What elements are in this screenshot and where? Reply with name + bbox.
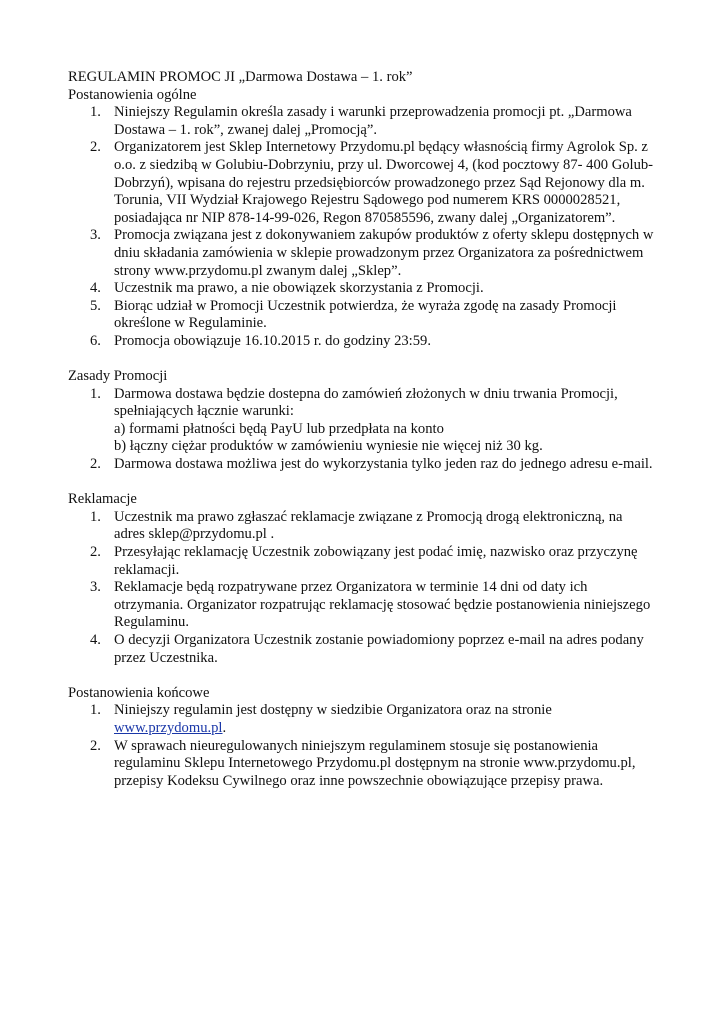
item-text: spełniających łącznie warunki:: [114, 403, 294, 420]
item-text: o.o. z siedzibą w Golubiu-Dobrzyniu, przy ul. Dworcowej 4, (kod pocztowy 87- 400 Golub-: [114, 156, 654, 173]
item-text: W sprawach nieuregulowanych niniejszym regulaminem stosuje się postanowienia: [114, 737, 599, 754]
item-text: dniu składania zamówienia w sklepie prowadzonym przez Organizatora za pośrednictwem: [114, 244, 644, 261]
list-item: [68, 632, 668, 667]
item-number: 1.: [90, 702, 101, 719]
list-final: [68, 702, 668, 790]
section-heading-rules: Zasady Promocji: [68, 368, 168, 385]
list-item: [68, 456, 668, 474]
list-item: [68, 702, 668, 737]
list-general: [68, 104, 668, 350]
section-heading-complaints: Reklamacje: [68, 491, 137, 508]
item-text: Darmowa dostawa będzie dostepna do zamówień złożonych w dniu trwania Promocji,: [114, 385, 618, 402]
item-text: Promocja obowiązuje 16.10.2015 r. do godziny 23:59.: [114, 332, 431, 349]
item-text: reklamacji.: [114, 561, 180, 578]
section-heading-final: Postanowienia końcowe: [68, 684, 210, 701]
item-text: Organizatorem jest Sklep Internetowy Przydomu.pl będący własnością firmy Agrolok Sp. z: [114, 139, 648, 156]
item-text: Regulaminu.: [114, 614, 189, 631]
item-text: a) formami płatności będą PayU lub przedpłata na konto: [114, 420, 444, 437]
item-text: przepisy Kodeksu Cywilnego oraz inne powszechnie obowiązujące przepisy prawa.: [114, 772, 604, 789]
item-text: Torunia, VII Wydział Krajowego Rejestru Sądowego pod numerem KRS 0000028521,: [114, 192, 621, 209]
item-text: Uczestnik ma prawo zgłaszać reklamacje związane z Promocją drogą elektroniczną, na: [114, 508, 623, 525]
list-item: [68, 544, 668, 579]
list-item: [68, 280, 668, 298]
item-text: Niniejszy regulamin jest dostępny w siedzibie Organizatora oraz na stronie: [114, 702, 552, 719]
item-number: 1.: [90, 385, 101, 402]
item-number: 1.: [90, 508, 101, 525]
item-text: b) łączny ciężar produktów w zamówieniu wyniesie nie więcej niż 30 kg.: [114, 438, 543, 455]
item-text: [114, 720, 668, 738]
item-text: strony www.przydomu.pl zwanym dalej „Sklep”.: [114, 262, 402, 279]
item-text: Przesyłając reklamację Uczestnik zobowiązany jest podać imię, nazwisko oraz przyczynę: [114, 544, 638, 561]
document-page: [68, 69, 668, 790]
item-text: Uczestnik ma prawo, a nie obowiązek skorzystania z Promocji.: [114, 280, 484, 297]
list-item: [68, 227, 668, 280]
item-text: O decyzji Organizatora Uczestnik zostanie powiadomiony poprzez e-mail na adres podany: [114, 632, 644, 648]
website-link[interactable]: www.przydomu.pl: [114, 719, 223, 736]
item-text: Darmowa dostawa możliwa jest do wykorzystania tylko jeden raz do jednego adresu e-mail.: [114, 456, 653, 473]
item-number: 2.: [90, 139, 101, 156]
list-item: [68, 104, 668, 139]
item-number: 6.: [90, 332, 101, 349]
item-number: 3.: [90, 579, 101, 596]
item-number: 4.: [90, 280, 101, 297]
item-text: Reklamacje będą rozpatrywane przez Organizatora w terminie 14 dni od daty ich: [114, 579, 588, 596]
list-item: [68, 509, 668, 544]
list-item: [68, 579, 668, 632]
list-rules: [68, 386, 668, 474]
item-text: posiadająca nr NIP 878-14-99-026, Regon 870585596, zwany dalej „Organizatorem”.: [114, 209, 616, 226]
section-spacer: [68, 474, 668, 492]
item-text: Niniejszy Regulamin określa zasady i warunki przeprowadzenia promocji pt. „Darmowa: [114, 104, 632, 121]
item-number: 1.: [90, 104, 101, 121]
item-number: 5.: [90, 297, 101, 314]
item-text: otrzymania. Organizator rozpatrując reklamację stosować będzie postanowienia niniejszego: [114, 596, 651, 613]
item-text: adres sklep@przydomu.pl .: [114, 526, 275, 543]
item-text: regulaminu Sklepu Internetowego Przydomu.pl dostępnym na stronie www.przydomu.pl,: [114, 755, 636, 772]
list-item: [68, 298, 668, 333]
list-item: [68, 333, 668, 351]
item-text: przez Uczestnika.: [114, 649, 218, 666]
item-text: Promocja związana jest z dokonywaniem zakupów produktów z oferty sklepu dostępnych w: [114, 227, 654, 244]
item-text: Dobrzyń), wpisana do rejestru przedsiębiorców prowadzonego przez Sąd Rejonowy dla m.: [114, 174, 645, 191]
item-text: Biorąc udział w Promocji Uczestnik potwierdza, że wyraża zgodę na zasady Promocji: [114, 297, 617, 314]
document-title: REGULAMIN PROMOC JI „Darmowa Dostawa – 1. rok”: [68, 69, 413, 85]
section-heading-general: Postanowienia ogólne: [68, 86, 197, 103]
item-number: 4.: [90, 632, 101, 648]
list-complaints: [68, 509, 668, 667]
list-item: [68, 386, 668, 456]
item-number: 2.: [90, 737, 101, 754]
item-text: Dostawa – 1. rok”, zwanej dalej „Promocją”.: [114, 121, 377, 138]
list-item: [68, 139, 668, 227]
list-item: [68, 738, 668, 791]
section-spacer: [68, 667, 668, 685]
item-number: 2.: [90, 544, 101, 561]
item-number: 2.: [90, 456, 101, 473]
item-text-suffix: .: [222, 719, 227, 736]
item-number: 3.: [90, 227, 101, 244]
item-text: określone w Regulaminie.: [114, 315, 267, 332]
section-spacer: [68, 351, 668, 369]
